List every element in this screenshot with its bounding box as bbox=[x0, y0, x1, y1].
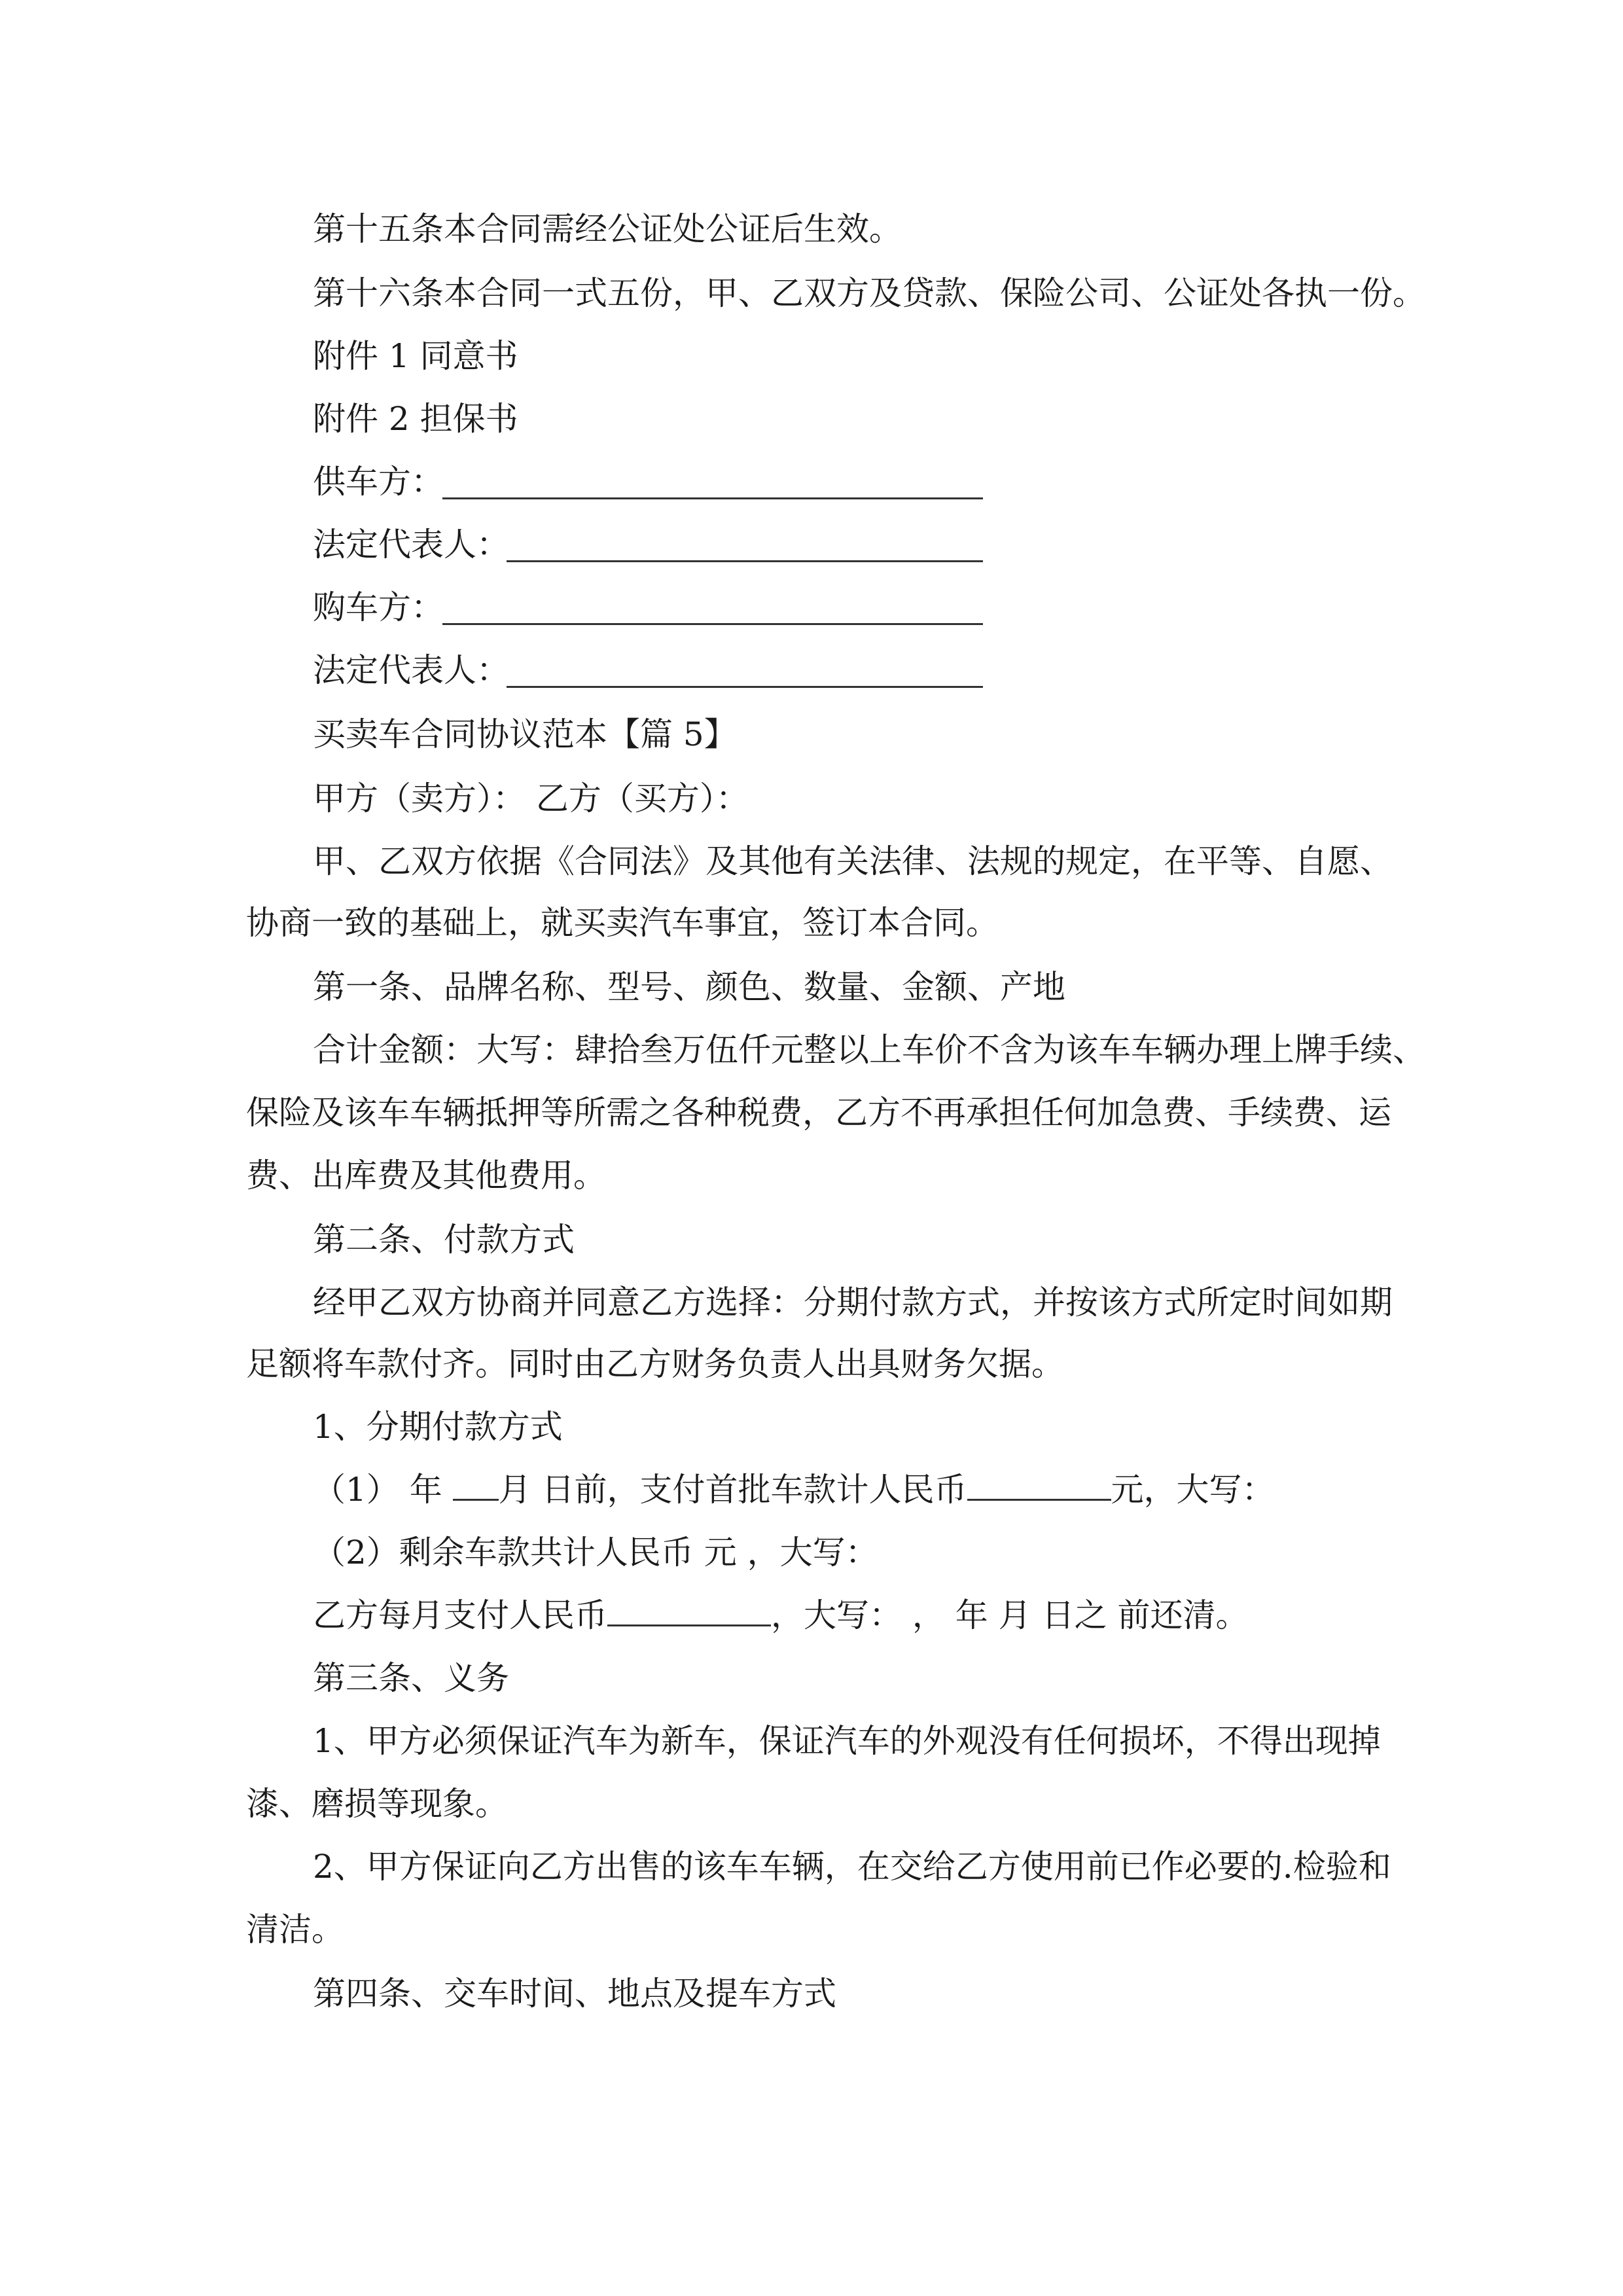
installment-heading: 1、分期付款方式 bbox=[313, 1408, 563, 1446]
article-2-title: 第二条、付款方式 bbox=[313, 1221, 575, 1259]
article-3-item-1-line-1: 1、甲方必须保证汽车为新车，保证汽车的外观没有任何损坏，不得出现掉 bbox=[313, 1722, 1381, 1760]
attachment-2: 附件 2 担保书 bbox=[313, 400, 518, 438]
installment-1-part-a: （1） 年 bbox=[313, 1471, 453, 1509]
supplier-signature-line bbox=[442, 497, 983, 499]
article-2-line-2: 足额将车款付齐。同时由乙方财务负责人出具财务欠据。 bbox=[246, 1345, 1064, 1383]
installment-1-part-b: 月 日前，支付首批车款计人民币 bbox=[498, 1471, 967, 1509]
buyer-signature-line bbox=[442, 623, 983, 625]
legal-rep-2-signature-line bbox=[507, 686, 983, 688]
legal-rep-1-signature-line bbox=[507, 560, 983, 562]
article-2-line-1: 经甲乙双方协商并同意乙方选择：分期付款方式，并按该方式所定时间如期 bbox=[313, 1283, 1393, 1321]
intro-line-2: 协商一致的基础上，就买卖汽车事宜，签订本合同。 bbox=[246, 904, 999, 942]
installment-2: （2）剩余车款共计人民币 元 ，大写： bbox=[313, 1534, 878, 1571]
article-1-title: 第一条、品牌名称、型号、颜色、数量、金额、产地 bbox=[313, 968, 1065, 1006]
monthly-payment-blank bbox=[607, 1596, 771, 1626]
article-1-line-3: 费、出库费及其他费用。 bbox=[246, 1157, 606, 1194]
section-title: 买卖车合同协议范本【篇 5】 bbox=[313, 715, 737, 753]
installment-1 bbox=[313, 1470, 1275, 1509]
intro-line-1: 甲、乙双方依据《合同法》及其他有关法律、法规的规定，在平等、自愿、 bbox=[313, 842, 1393, 880]
installment-3-part-b: ，大写： ， 年 月 日之 前还清。 bbox=[771, 1596, 1249, 1634]
article-1-line-1: 合计金额：大写：肆拾叁万伍仟元整以上车价不含为该车车辆办理上牌手续、 bbox=[313, 1031, 1425, 1069]
month-blank bbox=[453, 1470, 499, 1501]
first-payment-blank bbox=[967, 1470, 1111, 1501]
article-4-title: 第四条、交车时间、地点及提车方式 bbox=[313, 1975, 836, 2013]
article-3-item-2-line-1: 2、甲方保证向乙方出售的该车车辆，在交给乙方使用前已作必要的.检验和 bbox=[313, 1848, 1391, 1886]
installment-3-part-a: 乙方每月支付人民币 bbox=[313, 1596, 607, 1634]
legal-rep-2-label: 法定代表人： bbox=[313, 651, 509, 689]
legal-rep-1-label: 法定代表人： bbox=[313, 526, 509, 564]
article-16: 第十六条本合同一式五份，甲、乙双方及贷款、保险公司、公证处各执一份。 bbox=[313, 274, 1425, 312]
article-3-title: 第三条、义务 bbox=[313, 1659, 509, 1697]
parties-line: 甲方（卖方）： 乙方（买方）： bbox=[313, 780, 749, 817]
article-15: 第十五条本合同需经公证处公证后生效。 bbox=[313, 210, 902, 248]
article-3-item-2-line-2: 清洁。 bbox=[246, 1910, 344, 1948]
installment-3 bbox=[313, 1596, 1248, 1635]
supplier-label: 供车方： bbox=[313, 463, 444, 501]
article-1-line-2: 保险及该车车辆抵押等所需之各种税费，乙方不再承担任何加急费、手续费、运 bbox=[246, 1094, 1391, 1132]
buyer-label: 购车方： bbox=[313, 588, 444, 626]
installment-1-part-c: 元，大写： bbox=[1111, 1471, 1275, 1509]
article-3-item-1-line-2: 漆、磨损等现象。 bbox=[246, 1785, 508, 1823]
attachment-1: 附件 1 同意书 bbox=[313, 337, 518, 375]
